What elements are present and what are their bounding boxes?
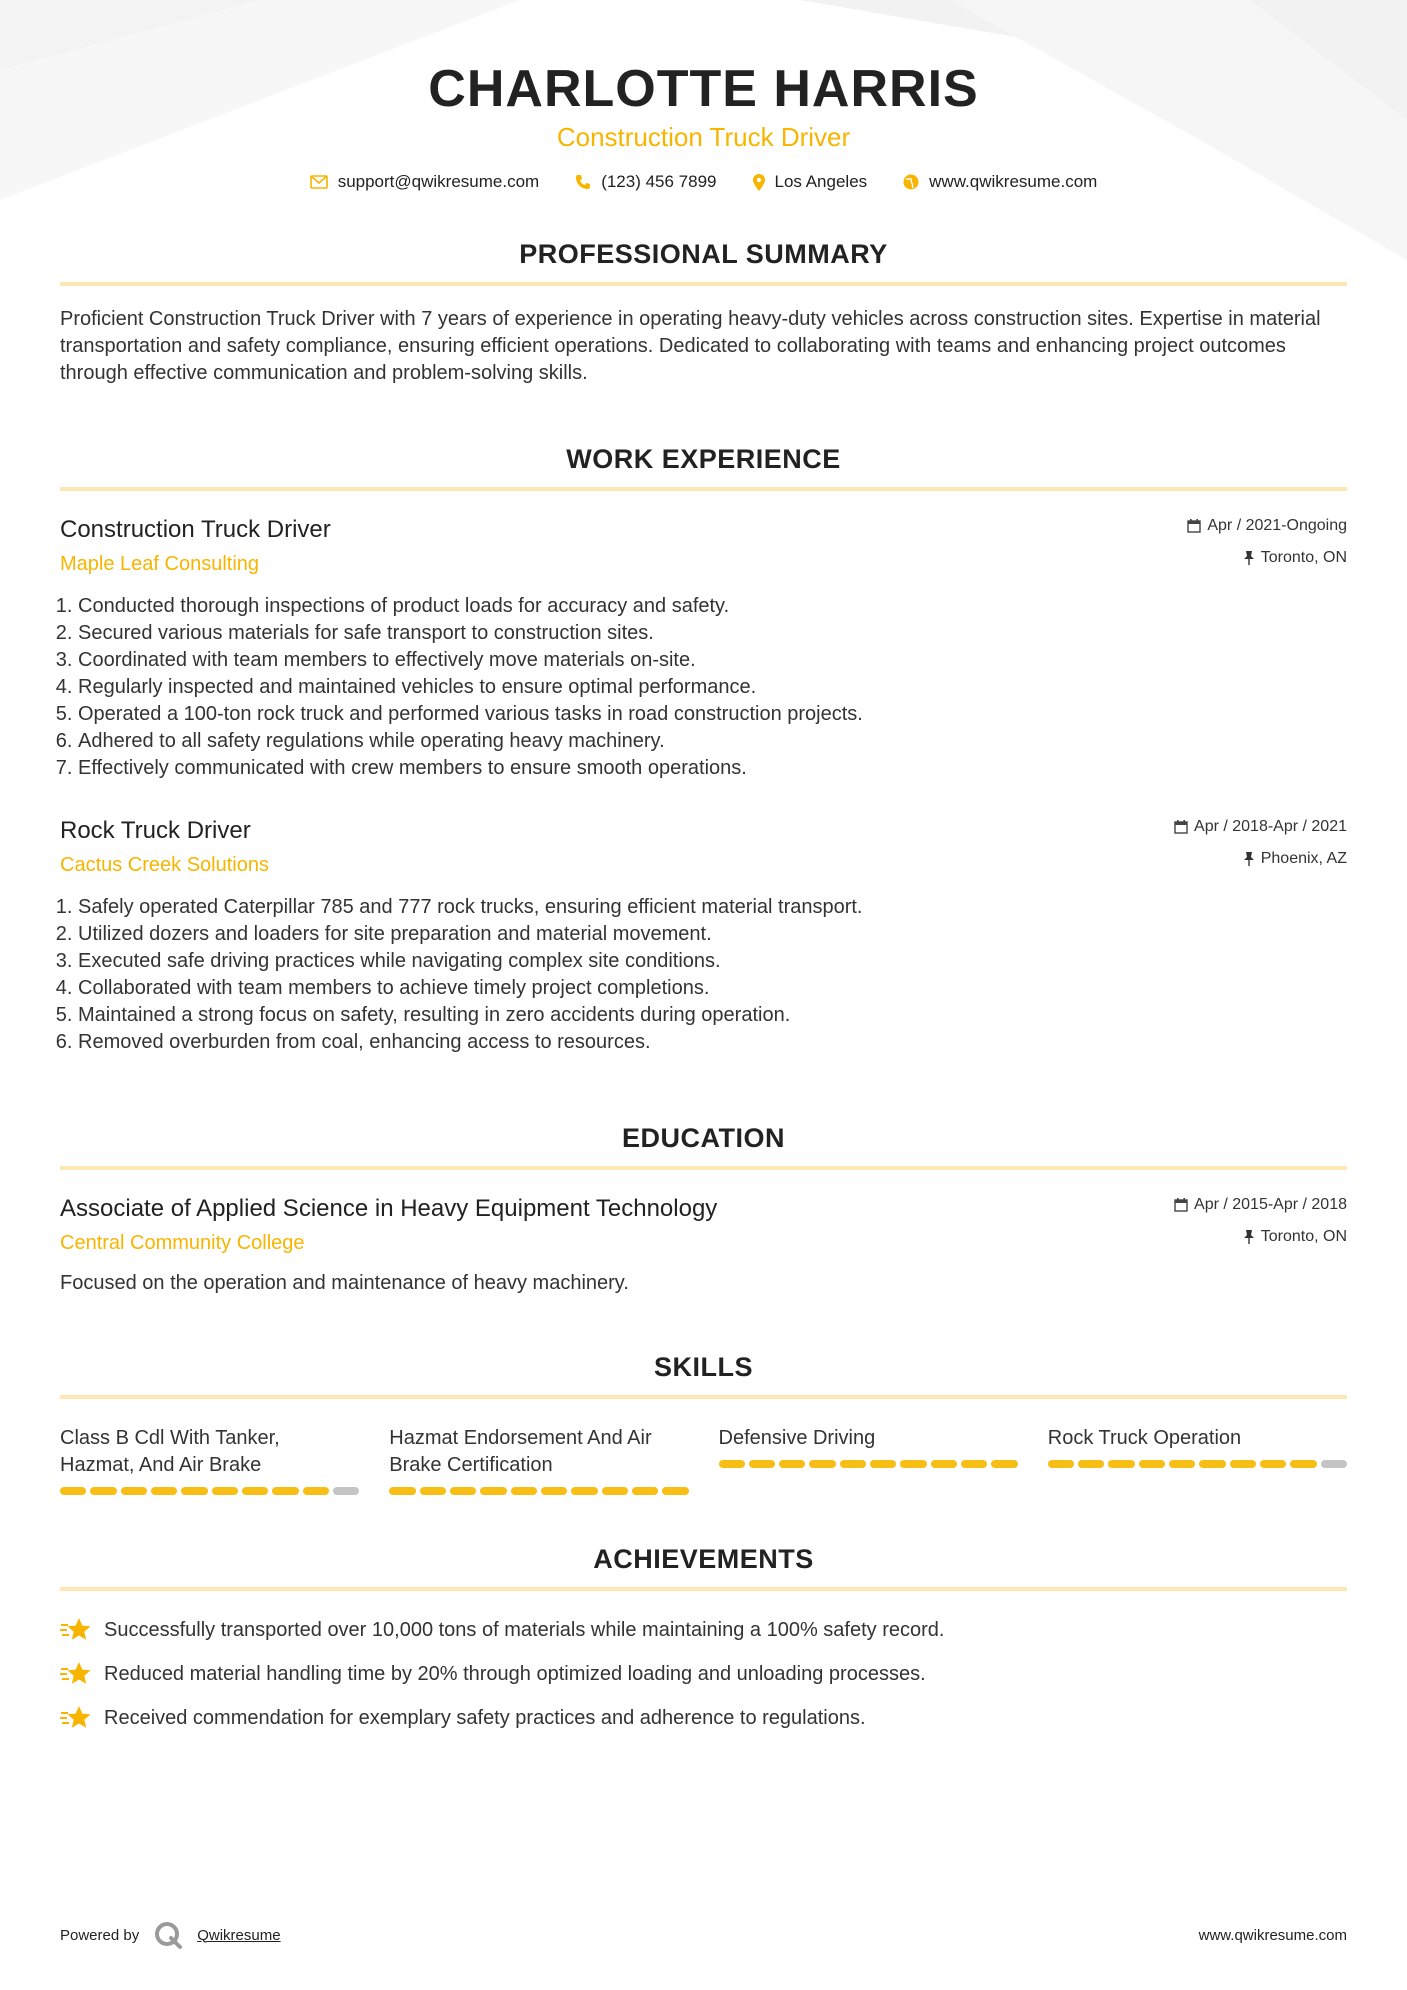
skill-dot-filled xyxy=(303,1487,329,1495)
job-bullet: 6. Adhered to all safety regulations while operating heavy machinery. xyxy=(78,728,1347,755)
calendar-icon xyxy=(1187,519,1201,533)
skill-dot-empty xyxy=(333,1487,359,1495)
skill-level-bar xyxy=(60,1487,359,1495)
candidate-name: CHARLOTTE HARRIS xyxy=(428,60,979,118)
job-bullet: 2. Secured various materials for safe transport to construction sites. xyxy=(78,620,1347,647)
skill-dot-filled xyxy=(1169,1460,1195,1468)
skill-dot-filled xyxy=(809,1460,835,1468)
job-dates: Apr / 2021-Ongoing xyxy=(1207,517,1347,534)
skill-dot-filled xyxy=(1230,1460,1256,1468)
skill-dot-filled xyxy=(480,1487,506,1495)
skill-name: Hazmat Endorsement And Air Brake Certification xyxy=(389,1427,652,1476)
skill-dot-filled xyxy=(90,1487,116,1495)
globe-icon xyxy=(903,174,919,190)
job-company: Maple Leaf Consulting xyxy=(60,553,260,575)
email-icon xyxy=(310,175,328,189)
footer-website[interactable]: www.qwikresume.com xyxy=(1198,1926,1347,1944)
job-dates: Apr / 2018-Apr / 2021 xyxy=(1194,818,1347,835)
skill-dot-filled xyxy=(571,1487,597,1495)
job-bullet: 1. Conducted thorough inspections of product loads for accuracy and safety. xyxy=(78,593,1347,620)
job-company: Cactus Creek Solutions xyxy=(60,854,269,876)
education-location: Toronto, ON xyxy=(1260,1228,1347,1245)
skill-dot-filled xyxy=(181,1487,207,1495)
skill-dot-filled xyxy=(151,1487,177,1495)
skill-dot-filled xyxy=(272,1487,298,1495)
skill-dot-filled xyxy=(389,1487,415,1495)
skill-dot-filled xyxy=(991,1460,1017,1468)
skill-dot-filled xyxy=(602,1487,628,1495)
job-bullet: 3. Coordinated with team members to effectively move materials on-site. xyxy=(78,647,1347,674)
summary-text: Proficient Construction Truck Driver with 7 years of experience in operating heavy-duty vehicles across construction sites. Expertise in material transportation and safety compliance, ensuring efficient operations. Dedicated to collaborating with teams and enhancing project outcomes through effective communication and problem-solving skills. xyxy=(60,308,1321,384)
achievement-text: Reduced material handling time by 20% through optimized loading and unloading processes. xyxy=(104,1663,926,1685)
skill-dot-filled xyxy=(870,1460,896,1468)
section-divider xyxy=(60,487,1347,491)
candidate-title: Construction Truck Driver xyxy=(556,122,851,152)
skills-heading: SKILLS xyxy=(653,1352,753,1382)
section-divider xyxy=(60,1166,1347,1170)
skill-dot-filled xyxy=(1078,1460,1104,1468)
skill-dot-filled xyxy=(961,1460,987,1468)
skill-dot-filled xyxy=(779,1460,805,1468)
skill-item xyxy=(719,1425,1018,1495)
achievements-heading: ACHIEVEMENTS xyxy=(593,1544,814,1574)
brand-link[interactable]: Qwikresume xyxy=(197,1926,281,1944)
skill-dot-filled xyxy=(719,1460,745,1468)
job-location: Phoenix, AZ xyxy=(1260,850,1347,867)
skill-level-bar xyxy=(389,1487,688,1495)
job-bullet: 5. Operated a 100-ton rock truck and performed various tasks in road construction projects. xyxy=(78,701,1347,728)
skill-name: Defensive Driving xyxy=(718,1427,876,1449)
skill-dot-filled xyxy=(632,1487,658,1495)
contact-website[interactable]: www.qwikresume.com xyxy=(929,172,1098,191)
skill-dot-filled xyxy=(1108,1460,1134,1468)
achievement-item xyxy=(60,1659,1347,1689)
job-entry xyxy=(60,816,1347,1056)
skill-dot-filled xyxy=(121,1487,147,1495)
skill-level-bar xyxy=(1048,1460,1347,1468)
job-bullet: 7. Effectively communicated with crew members to ensure smooth operations. xyxy=(78,755,1347,782)
skill-dot-filled xyxy=(60,1487,86,1495)
skill-dot-filled xyxy=(1290,1460,1316,1468)
calendar-icon xyxy=(1174,1198,1188,1212)
job-bullet: 2. Utilized dozers and loaders for site preparation and material movement. xyxy=(78,921,1347,948)
summary-heading: PROFESSIONAL SUMMARY xyxy=(519,239,888,269)
contact-email[interactable]: support@qwikresume.com xyxy=(337,172,540,191)
skill-name: Rock Truck Operation xyxy=(1047,1427,1242,1449)
skill-dot-filled xyxy=(1199,1460,1225,1468)
skill-level-bar xyxy=(719,1460,1018,1468)
job-bullets xyxy=(60,894,1347,1056)
job-title: Construction Truck Driver xyxy=(60,516,331,543)
location-pin-icon xyxy=(753,174,765,191)
school-name: Central Community College xyxy=(60,1232,305,1254)
section-divider xyxy=(60,282,1347,286)
powered-by-label: Powered by xyxy=(60,1926,140,1944)
skill-dot-filled xyxy=(1048,1460,1074,1468)
skill-dot-filled xyxy=(900,1460,926,1468)
job-entry xyxy=(60,515,1347,782)
education-heading: EDUCATION xyxy=(622,1123,785,1153)
pushpin-icon xyxy=(1243,551,1255,565)
degree-title: Associate of Applied Science in Heavy Equipment Technology xyxy=(60,1195,718,1222)
achievements-list xyxy=(60,1615,1347,1733)
skill-dot-filled xyxy=(242,1487,268,1495)
skill-dot-filled xyxy=(1139,1460,1165,1468)
calendar-icon xyxy=(1174,820,1188,834)
job-bullet: 1. Safely operated Caterpillar 785 and 777 rock trucks, ensuring efficient material transport. xyxy=(78,894,1347,921)
achievement-text: Received commendation for exemplary safety practices and adherence to regulations. xyxy=(104,1707,866,1729)
job-bullet: 6. Removed overburden from coal, enhancing access to resources. xyxy=(78,1029,1347,1056)
education-dates: Apr / 2015-Apr / 2018 xyxy=(1194,1196,1347,1213)
pushpin-icon xyxy=(1243,852,1255,866)
section-divider xyxy=(60,1587,1347,1591)
job-title: Rock Truck Driver xyxy=(60,817,251,844)
skill-dot-filled xyxy=(931,1460,957,1468)
achievement-item xyxy=(60,1703,1347,1733)
education-description: Focused on the operation and maintenance of heavy machinery. xyxy=(60,1272,629,1294)
job-bullets xyxy=(60,593,1347,782)
achievement-item xyxy=(60,1615,1347,1645)
job-bullet: 4. Collaborated with team members to achieve timely project completions. xyxy=(78,975,1347,1002)
skill-dot-filled xyxy=(541,1487,567,1495)
star-icon xyxy=(60,1705,92,1731)
section-divider xyxy=(60,1395,1347,1399)
contact-bar xyxy=(60,172,1347,192)
skill-dot-filled xyxy=(749,1460,775,1468)
contact-phone[interactable]: (123) 456 7899 xyxy=(601,172,717,191)
job-bullet: 4. Regularly inspected and maintained vehicles to ensure optimal performance. xyxy=(78,674,1347,701)
skill-name: Class B Cdl With Tanker, Hazmat, And Air Brake xyxy=(60,1427,280,1476)
skill-dot-filled xyxy=(511,1487,537,1495)
job-bullet: 3. Executed safe driving practices while navigating complex site conditions. xyxy=(78,948,1347,975)
skill-item xyxy=(60,1425,359,1495)
skill-dot-empty xyxy=(1321,1460,1347,1468)
skill-dot-filled xyxy=(420,1487,446,1495)
resume-header xyxy=(60,0,1347,192)
skill-item xyxy=(1048,1425,1347,1495)
star-icon xyxy=(60,1617,92,1643)
skill-dot-filled xyxy=(450,1487,476,1495)
experience-heading: WORK EXPERIENCE xyxy=(566,444,841,474)
skills-list xyxy=(60,1425,1347,1495)
job-bullet: 5. Maintained a strong focus on safety, resulting in zero accidents during operation. xyxy=(78,1002,1347,1029)
skill-dot-filled xyxy=(662,1487,688,1495)
skill-dot-filled xyxy=(1260,1460,1286,1468)
star-icon xyxy=(60,1661,92,1687)
education-entry xyxy=(60,1194,1347,1295)
skill-dot-filled xyxy=(212,1487,238,1495)
qwikresume-logo-icon xyxy=(153,1920,183,1950)
achievement-text: Successfully transported over 10,000 tons of materials while maintaining a 100% safety record. xyxy=(104,1619,945,1641)
phone-icon xyxy=(575,174,591,190)
contact-location: Los Angeles xyxy=(774,172,868,191)
job-location: Toronto, ON xyxy=(1260,549,1347,566)
pushpin-icon xyxy=(1243,1230,1255,1244)
skill-item xyxy=(389,1425,688,1495)
skill-dot-filled xyxy=(840,1460,866,1468)
footer xyxy=(60,1920,1347,1950)
